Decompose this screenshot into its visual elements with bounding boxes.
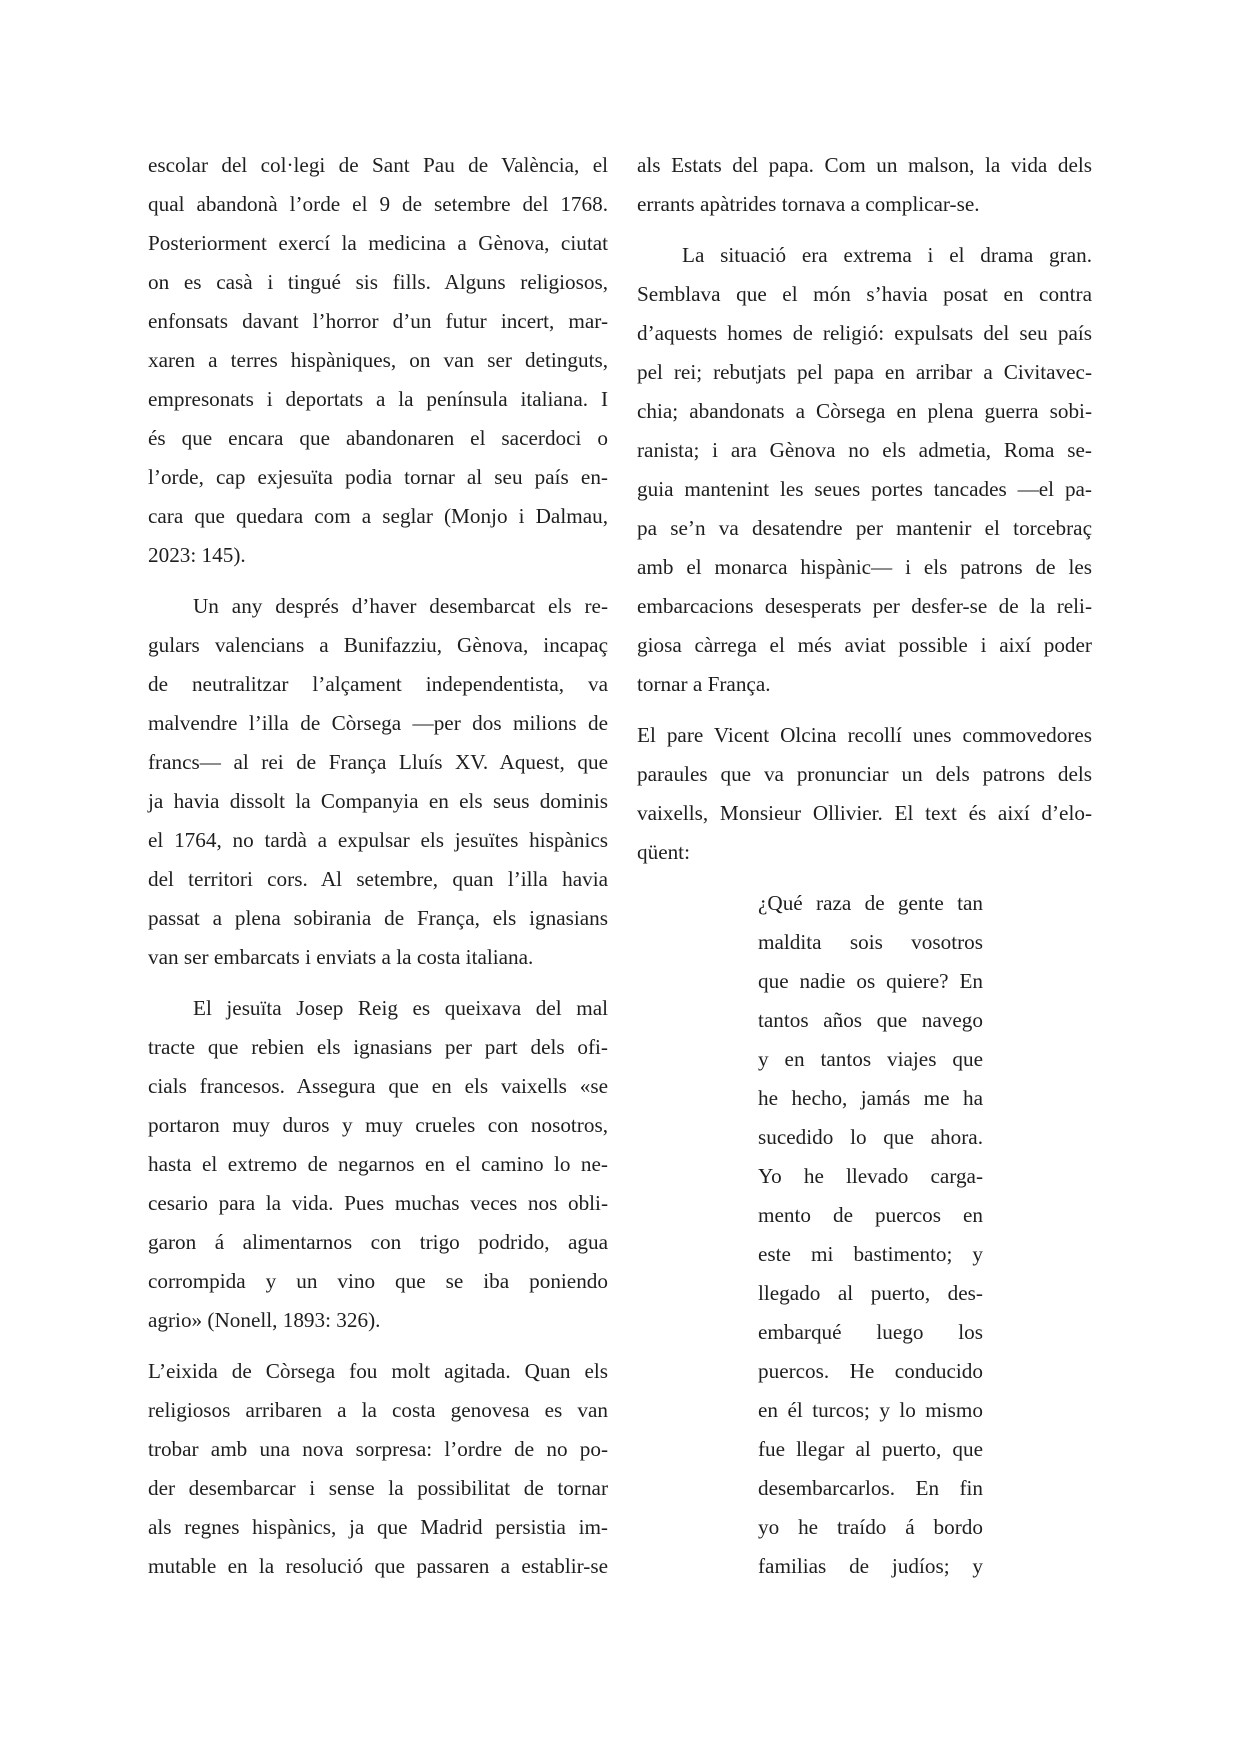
text-line: mutable en la resolució que passaren a establir-se bbox=[148, 1554, 608, 1578]
text-line: gulars valencians a Bunifazziu, Gènova, incapaç bbox=[148, 633, 608, 657]
text-line: cesario para la vida. Pues muchas veces nos obli- bbox=[148, 1191, 608, 1215]
text-line: La situació era extrema i el drama gran. bbox=[682, 243, 1092, 267]
quote-line: he hecho, jamás me ha bbox=[758, 1086, 983, 1110]
quote-line: fue llegar al puerto, que bbox=[758, 1437, 983, 1461]
text-line: ranista; i ara Gènova no els admetia, Roma se- bbox=[637, 438, 1092, 462]
quote-line: sucedido lo que ahora. bbox=[758, 1125, 983, 1149]
text-line: chia; abandonats a Còrsega en plena guerra sobi- bbox=[637, 399, 1092, 423]
quote-line: llegado al puerto, des- bbox=[758, 1281, 983, 1305]
text-line: giosa càrrega el més aviat possible i així poder bbox=[637, 633, 1092, 657]
quote-line: yo he traído á bordo bbox=[758, 1515, 983, 1539]
text-line: hasta el extremo de negarnos en el camino lo ne- bbox=[148, 1152, 608, 1176]
text-line: tracte que rebien els ignasians per part dels ofi- bbox=[148, 1035, 608, 1059]
text-line: cials francesos. Assegura que en els vaixells «se bbox=[148, 1074, 608, 1098]
text-line: garon á alimentarnos con trigo podrido, agua bbox=[148, 1230, 608, 1254]
text-line: del territori cors. Al setembre, quan l’illa havia bbox=[148, 867, 608, 891]
text-line: corrompida y un vino que se iba poniendo bbox=[148, 1269, 608, 1293]
text-line: l’orde, cap exjesuïta podia tornar al seu país en- bbox=[148, 465, 608, 489]
text-line: vaixells, Monsieur Ollivier. El text és així d’elo- bbox=[637, 801, 1092, 825]
text-line: als Estats del papa. Com un malson, la vida dels bbox=[637, 153, 1092, 177]
quote-line: desembarcarlos. En fin bbox=[758, 1476, 983, 1500]
quote-line: este mi bastimento; y bbox=[758, 1242, 983, 1266]
quote-line: tantos años que navego bbox=[758, 1008, 983, 1032]
text-line: el 1764, no tardà a expulsar els jesuïtes hispànics bbox=[148, 828, 608, 852]
text-line: agrio» (Nonell, 1893: 326). bbox=[148, 1308, 381, 1332]
text-line: tornar a França. bbox=[637, 672, 771, 696]
text-line: malvendre l’illa de Còrsega —per dos milions de bbox=[148, 711, 608, 735]
quote-line: familias de judíos; y bbox=[758, 1554, 983, 1578]
text-line: El jesuïta Josep Reig es queixava del mal bbox=[193, 996, 608, 1020]
text-line: Posteriorment exercí la medicina a Gènova, ciutat bbox=[148, 231, 608, 255]
text-line: xaren a terres hispàniques, on van ser detinguts, bbox=[148, 348, 608, 372]
text-line: qüent: bbox=[637, 840, 690, 864]
text-line: on es casà i tingué sis fills. Alguns religiosos, bbox=[148, 270, 608, 294]
text-line: embarcacions desesperats per desfer-se de la reli- bbox=[637, 594, 1092, 618]
text-line: Semblava que el món s’havia posat en contra bbox=[637, 282, 1092, 306]
text-line: errants apàtrides tornava a complicar-se. bbox=[637, 192, 980, 216]
text-line: der desembarcar i sense la possibilitat de tornar bbox=[148, 1476, 608, 1500]
text-line: d’aquests homes de religió: expulsats del seu país bbox=[637, 321, 1092, 345]
text-line: guia mantenint les seues portes tancades —el pa- bbox=[637, 477, 1092, 501]
text-line: L’eixida de Còrsega fou molt agitada. Quan els bbox=[148, 1359, 608, 1383]
quote-line: ¿Qué raza de gente tan bbox=[758, 891, 983, 915]
quote-line: maldita sois vosotros bbox=[758, 930, 983, 954]
text-line: trobar amb una nova sorpresa: l’ordre de no po- bbox=[148, 1437, 608, 1461]
text-line: paraules que va pronunciar un dels patrons dels bbox=[637, 762, 1092, 786]
text-line: Un any després d’haver desembarcat els re- bbox=[193, 594, 608, 618]
quote-line: puercos. He conducido bbox=[758, 1359, 983, 1383]
text-line: de neutralitzar l’alçament independentista, va bbox=[148, 672, 608, 696]
text-line: religiosos arribaren a la costa genovesa es van bbox=[148, 1398, 608, 1422]
text-line: El pare Vicent Olcina recollí unes commovedores bbox=[637, 723, 1092, 747]
quote-line: y en tantos viajes que bbox=[758, 1047, 983, 1071]
text-line: als regnes hispànics, ja que Madrid persistia im- bbox=[148, 1515, 608, 1539]
text-line: pa se’n va desatendre per mantenir el torcebraç bbox=[637, 516, 1092, 540]
text-line: francs— al rei de França Lluís XV. Aquest, que bbox=[148, 750, 608, 774]
quote-line: mento de puercos en bbox=[758, 1203, 983, 1227]
quote-line: Yo he llevado carga- bbox=[758, 1164, 983, 1188]
text-line: 2023: 145). bbox=[148, 543, 246, 567]
text-line: qual abandonà l’orde el 9 de setembre del 1768. bbox=[148, 192, 608, 216]
text-line: ja havia dissolt la Companyia en els seus dominis bbox=[148, 789, 608, 813]
quote-line: que nadie os quiere? En bbox=[758, 969, 983, 993]
quote-line: embarqué luego los bbox=[758, 1320, 983, 1344]
text-line: van ser embarcats i enviats a la costa italiana. bbox=[148, 945, 534, 969]
text-line: és que encara que abandonaren el sacerdoci o bbox=[148, 426, 608, 450]
text-line: amb el monarca hispànic— i els patrons de les bbox=[637, 555, 1092, 579]
text-line: empresonats i deportats a la península italiana. I bbox=[148, 387, 608, 411]
text-line: portaron muy duros y muy crueles con nosotros, bbox=[148, 1113, 608, 1137]
text-line: pel rei; rebutjats pel papa en arribar a Civitavec- bbox=[637, 360, 1092, 384]
text-line: cara que quedara com a seglar (Monjo i Dalmau, bbox=[148, 504, 608, 528]
text-line: escolar del col·legi de Sant Pau de València, el bbox=[148, 153, 608, 177]
quote-line: en él turcos; y lo mismo bbox=[758, 1398, 983, 1422]
text-line: passat a plena sobirania de França, els ignasians bbox=[148, 906, 608, 930]
text-line: enfonsats davant l’horror d’un futur incert, mar- bbox=[148, 309, 608, 333]
